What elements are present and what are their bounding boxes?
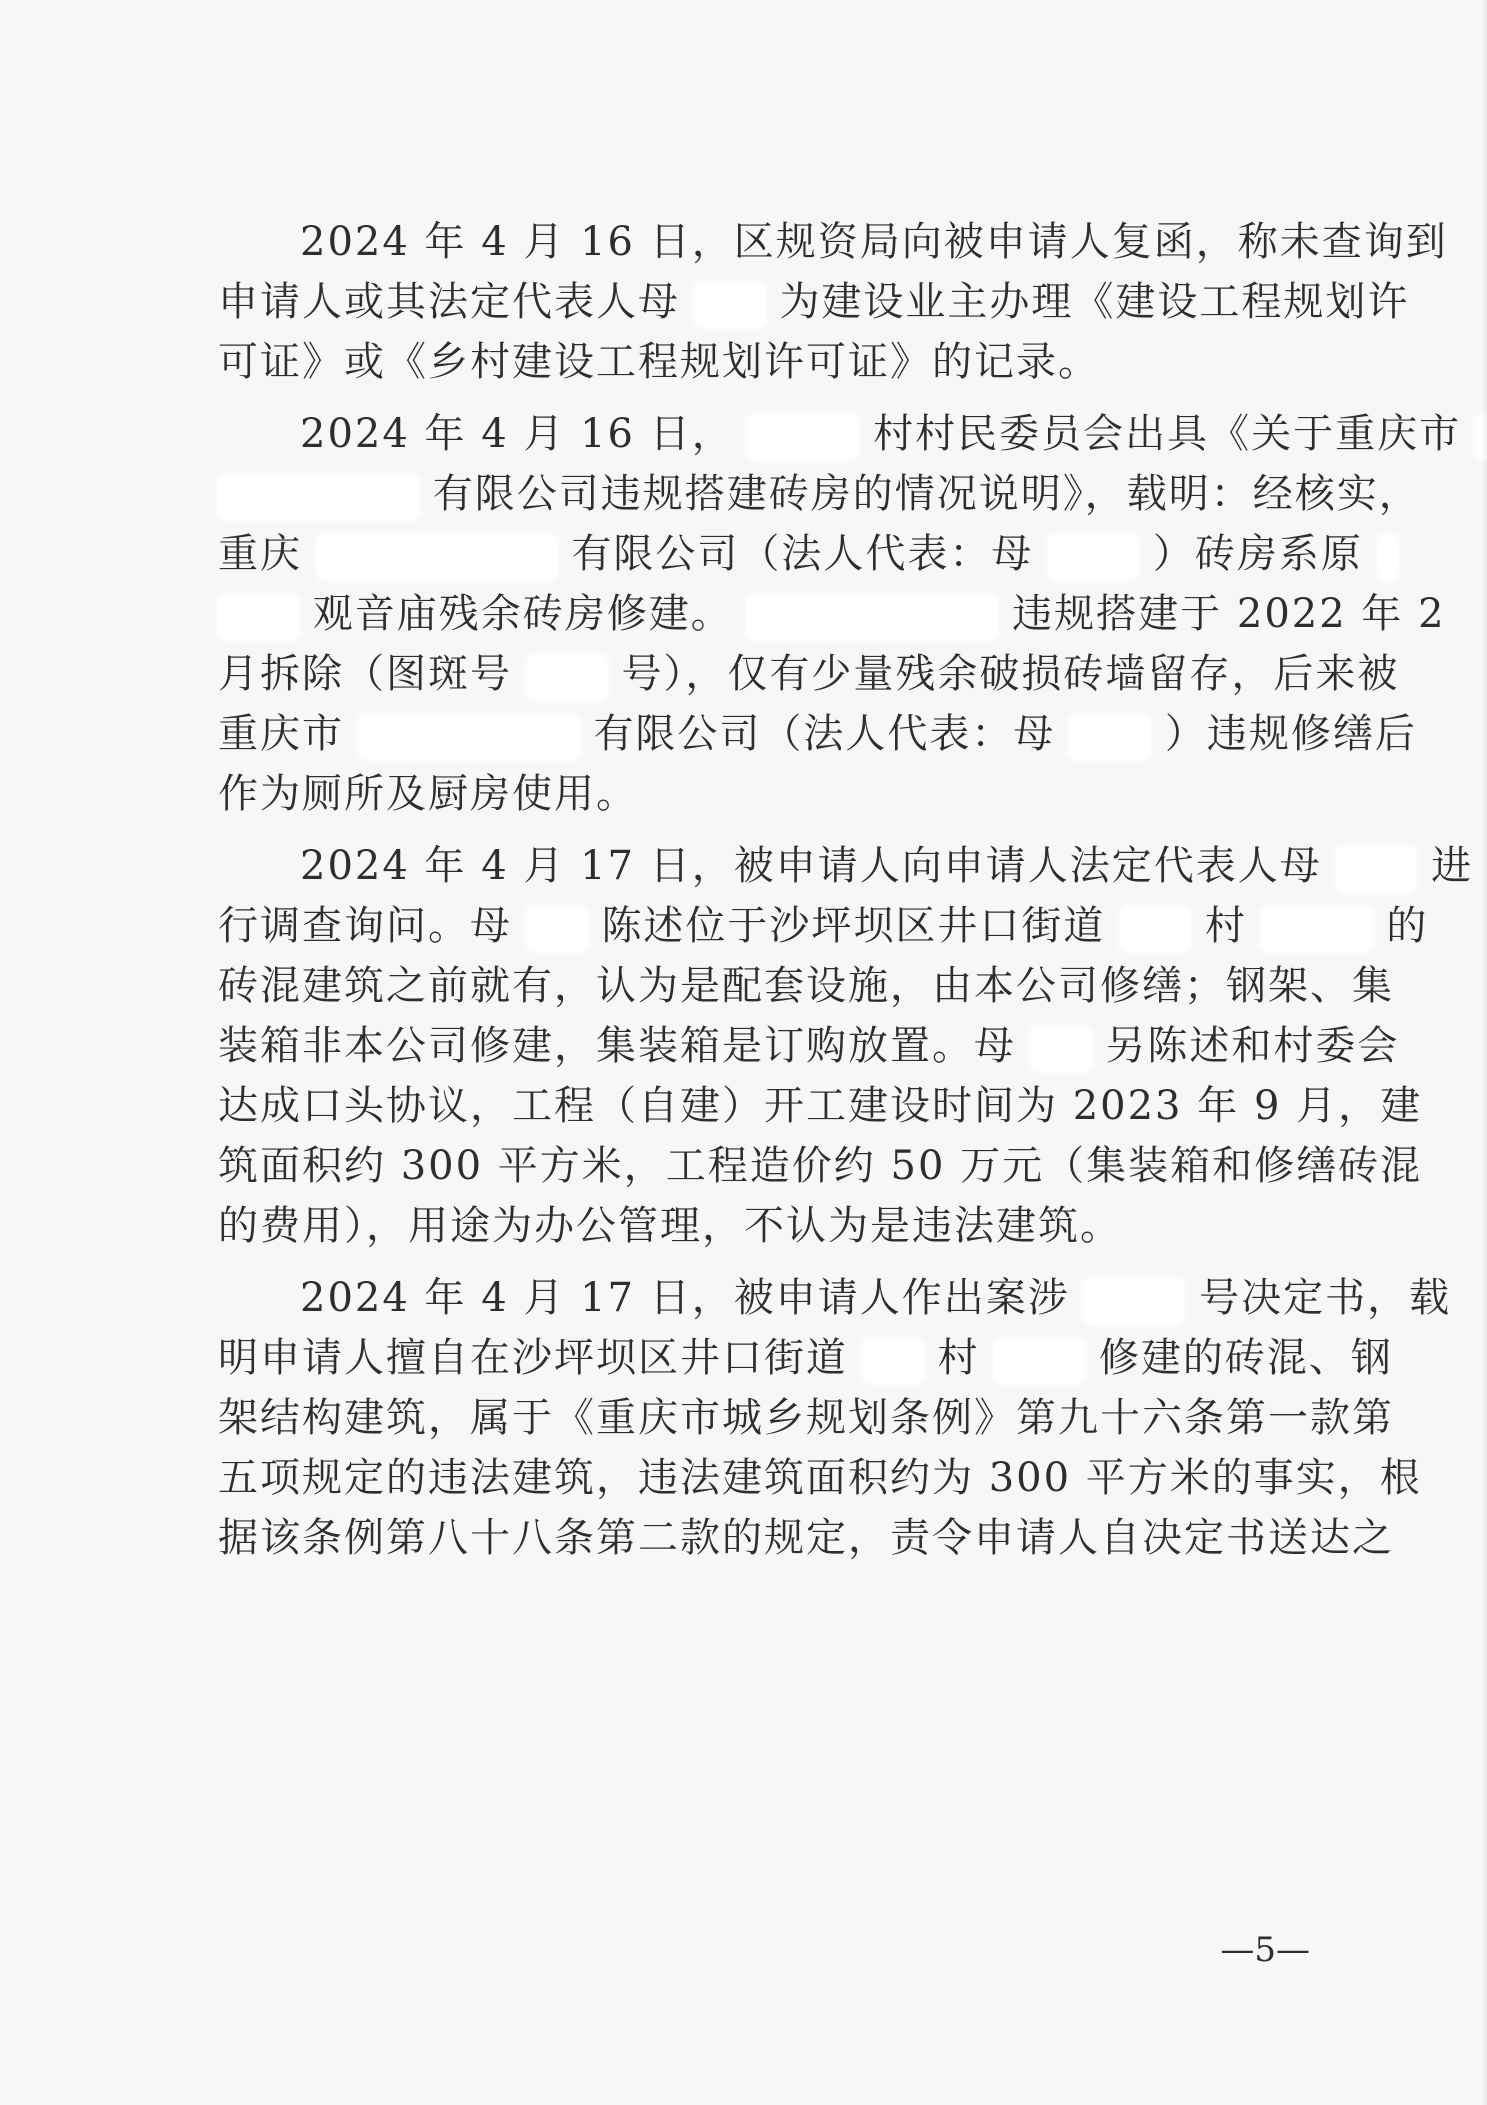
redaction <box>359 715 579 759</box>
redaction <box>695 283 765 327</box>
redaction <box>747 595 997 639</box>
redaction <box>218 595 298 639</box>
page-number: —5— <box>1220 1930 1310 1970</box>
redaction <box>994 1339 1084 1383</box>
text-segment: 进 <box>1431 843 1474 889</box>
redaction <box>863 1339 923 1383</box>
redaction <box>527 907 587 951</box>
text-line <box>218 644 1400 704</box>
text-segment: 2024 年 4 月 17 日，被申请人向申请人法定代表人母 <box>300 843 1322 889</box>
text-segment: 申请人或其法定代表人母 <box>218 279 680 325</box>
text-segment: 行调查询问。母 <box>218 903 512 949</box>
text-segment: 2024 年 4 月 16 日，区规资局向被申请人复函，称未查询到 <box>300 219 1448 265</box>
text-segment: 明申请人擅自在沙坪坝区井口街道 <box>218 1335 848 1381</box>
text-segment: ）违规修缮后 <box>1164 711 1417 757</box>
text-line <box>300 836 1474 896</box>
text-segment: 2024 年 4 月 17 日，被申请人作出案涉 <box>300 1275 1070 1321</box>
text-line <box>218 464 1421 524</box>
redaction <box>218 475 418 519</box>
text-line <box>218 1328 1393 1388</box>
text-segment: 有限公司违规搭建砖房的情况说明》，载明：经核实， <box>432 471 1421 517</box>
redaction <box>1262 907 1372 951</box>
redaction <box>1336 847 1416 891</box>
text-segment: 有限公司（法人代表：母 <box>593 711 1056 757</box>
text-segment: 据该条例第八十八条第二款的规定，责令申请人自决定书送达之 <box>218 1515 1394 1561</box>
text-line <box>300 1268 1452 1328</box>
text-line <box>218 1076 1423 1136</box>
text-segment: 重庆市 <box>218 711 344 757</box>
text-segment: 号决定书，载 <box>1199 1275 1452 1321</box>
text-segment: 的 <box>1386 903 1429 949</box>
text-line <box>218 1136 1423 1196</box>
redaction <box>1378 535 1398 579</box>
text-segment: 五项规定的违法建筑，违法建筑面积约为 300 平方米的事实，根 <box>218 1455 1422 1501</box>
text-line <box>218 704 1417 764</box>
text-segment: 观音庙残余砖房修建。 <box>312 591 733 637</box>
text-line <box>218 1016 1400 1076</box>
redaction <box>527 655 607 699</box>
redaction <box>1084 1279 1184 1323</box>
redaction <box>1476 415 1487 459</box>
text-segment: 修建的砖混、钢 <box>1098 1335 1393 1381</box>
text-segment: 筑面积约 300 平方米，工程造价约 50 万元（集装箱和修缮砖混 <box>218 1143 1423 1189</box>
redaction <box>1120 907 1190 951</box>
text-line <box>218 1448 1422 1508</box>
text-line <box>218 896 1429 956</box>
text-line <box>300 404 1462 464</box>
text-segment: 的费用），用途为办公管理，不认为是违法建筑。 <box>218 1203 1122 1249</box>
text-line <box>218 1388 1394 1448</box>
text-segment: 架结构建筑，属于《重庆市城乡规划条例》第九十六条第一款第 <box>218 1395 1394 1441</box>
text-line <box>218 332 1328 392</box>
text-segment: 违规搭建于 2022 年 2 <box>1012 591 1446 637</box>
redaction <box>1031 1027 1091 1071</box>
text-segment: 另陈述和村委会 <box>1105 1023 1400 1069</box>
text-segment: 为建设业主办理《建设工程规划许 <box>779 279 1410 325</box>
text-line <box>218 1508 1394 1568</box>
text-segment: 村村民委员会出具《关于重庆市 <box>873 411 1462 457</box>
text-line <box>218 764 1328 824</box>
text-line <box>218 1196 1328 1256</box>
text-segment: 砖混建筑之前就有，认为是配套设施，由本公司修缮；钢架、集 <box>218 963 1394 1009</box>
text-segment: 村 <box>1204 903 1247 949</box>
text-segment: 村 <box>937 1335 980 1381</box>
text-segment: 达成口头协议，工程（自建）开工建设时间为 2023 年 9 月，建 <box>218 1083 1423 1129</box>
redaction <box>748 415 858 459</box>
text-segment: 可证》或《乡村建设工程规划许可证》的记录。 <box>218 339 1100 385</box>
text-segment: ）砖房系原 <box>1152 531 1363 577</box>
text-segment: 重庆 <box>218 531 302 577</box>
text-line <box>218 524 1363 584</box>
text-segment: 有限公司（法人代表：母 <box>571 531 1034 577</box>
text-segment: 装箱非本公司修建，集装箱是订购放置。母 <box>218 1023 1016 1069</box>
text-line <box>300 212 1448 272</box>
text-line <box>218 956 1394 1016</box>
text-segment: 陈述位于沙坪坝区井口街道 <box>601 903 1106 949</box>
text-line <box>218 272 1410 332</box>
redaction <box>317 535 557 579</box>
text-line <box>218 584 1446 644</box>
text-segment: 2024 年 4 月 16 日， <box>300 411 734 457</box>
text-segment: 作为厕所及厨房使用。 <box>218 771 638 817</box>
redaction <box>1048 535 1138 579</box>
text-segment: 号），仅有少量残余破损砖墙留存，后来被 <box>621 651 1400 697</box>
redaction <box>1070 715 1150 759</box>
text-segment: 月拆除（图斑号 <box>218 651 512 697</box>
